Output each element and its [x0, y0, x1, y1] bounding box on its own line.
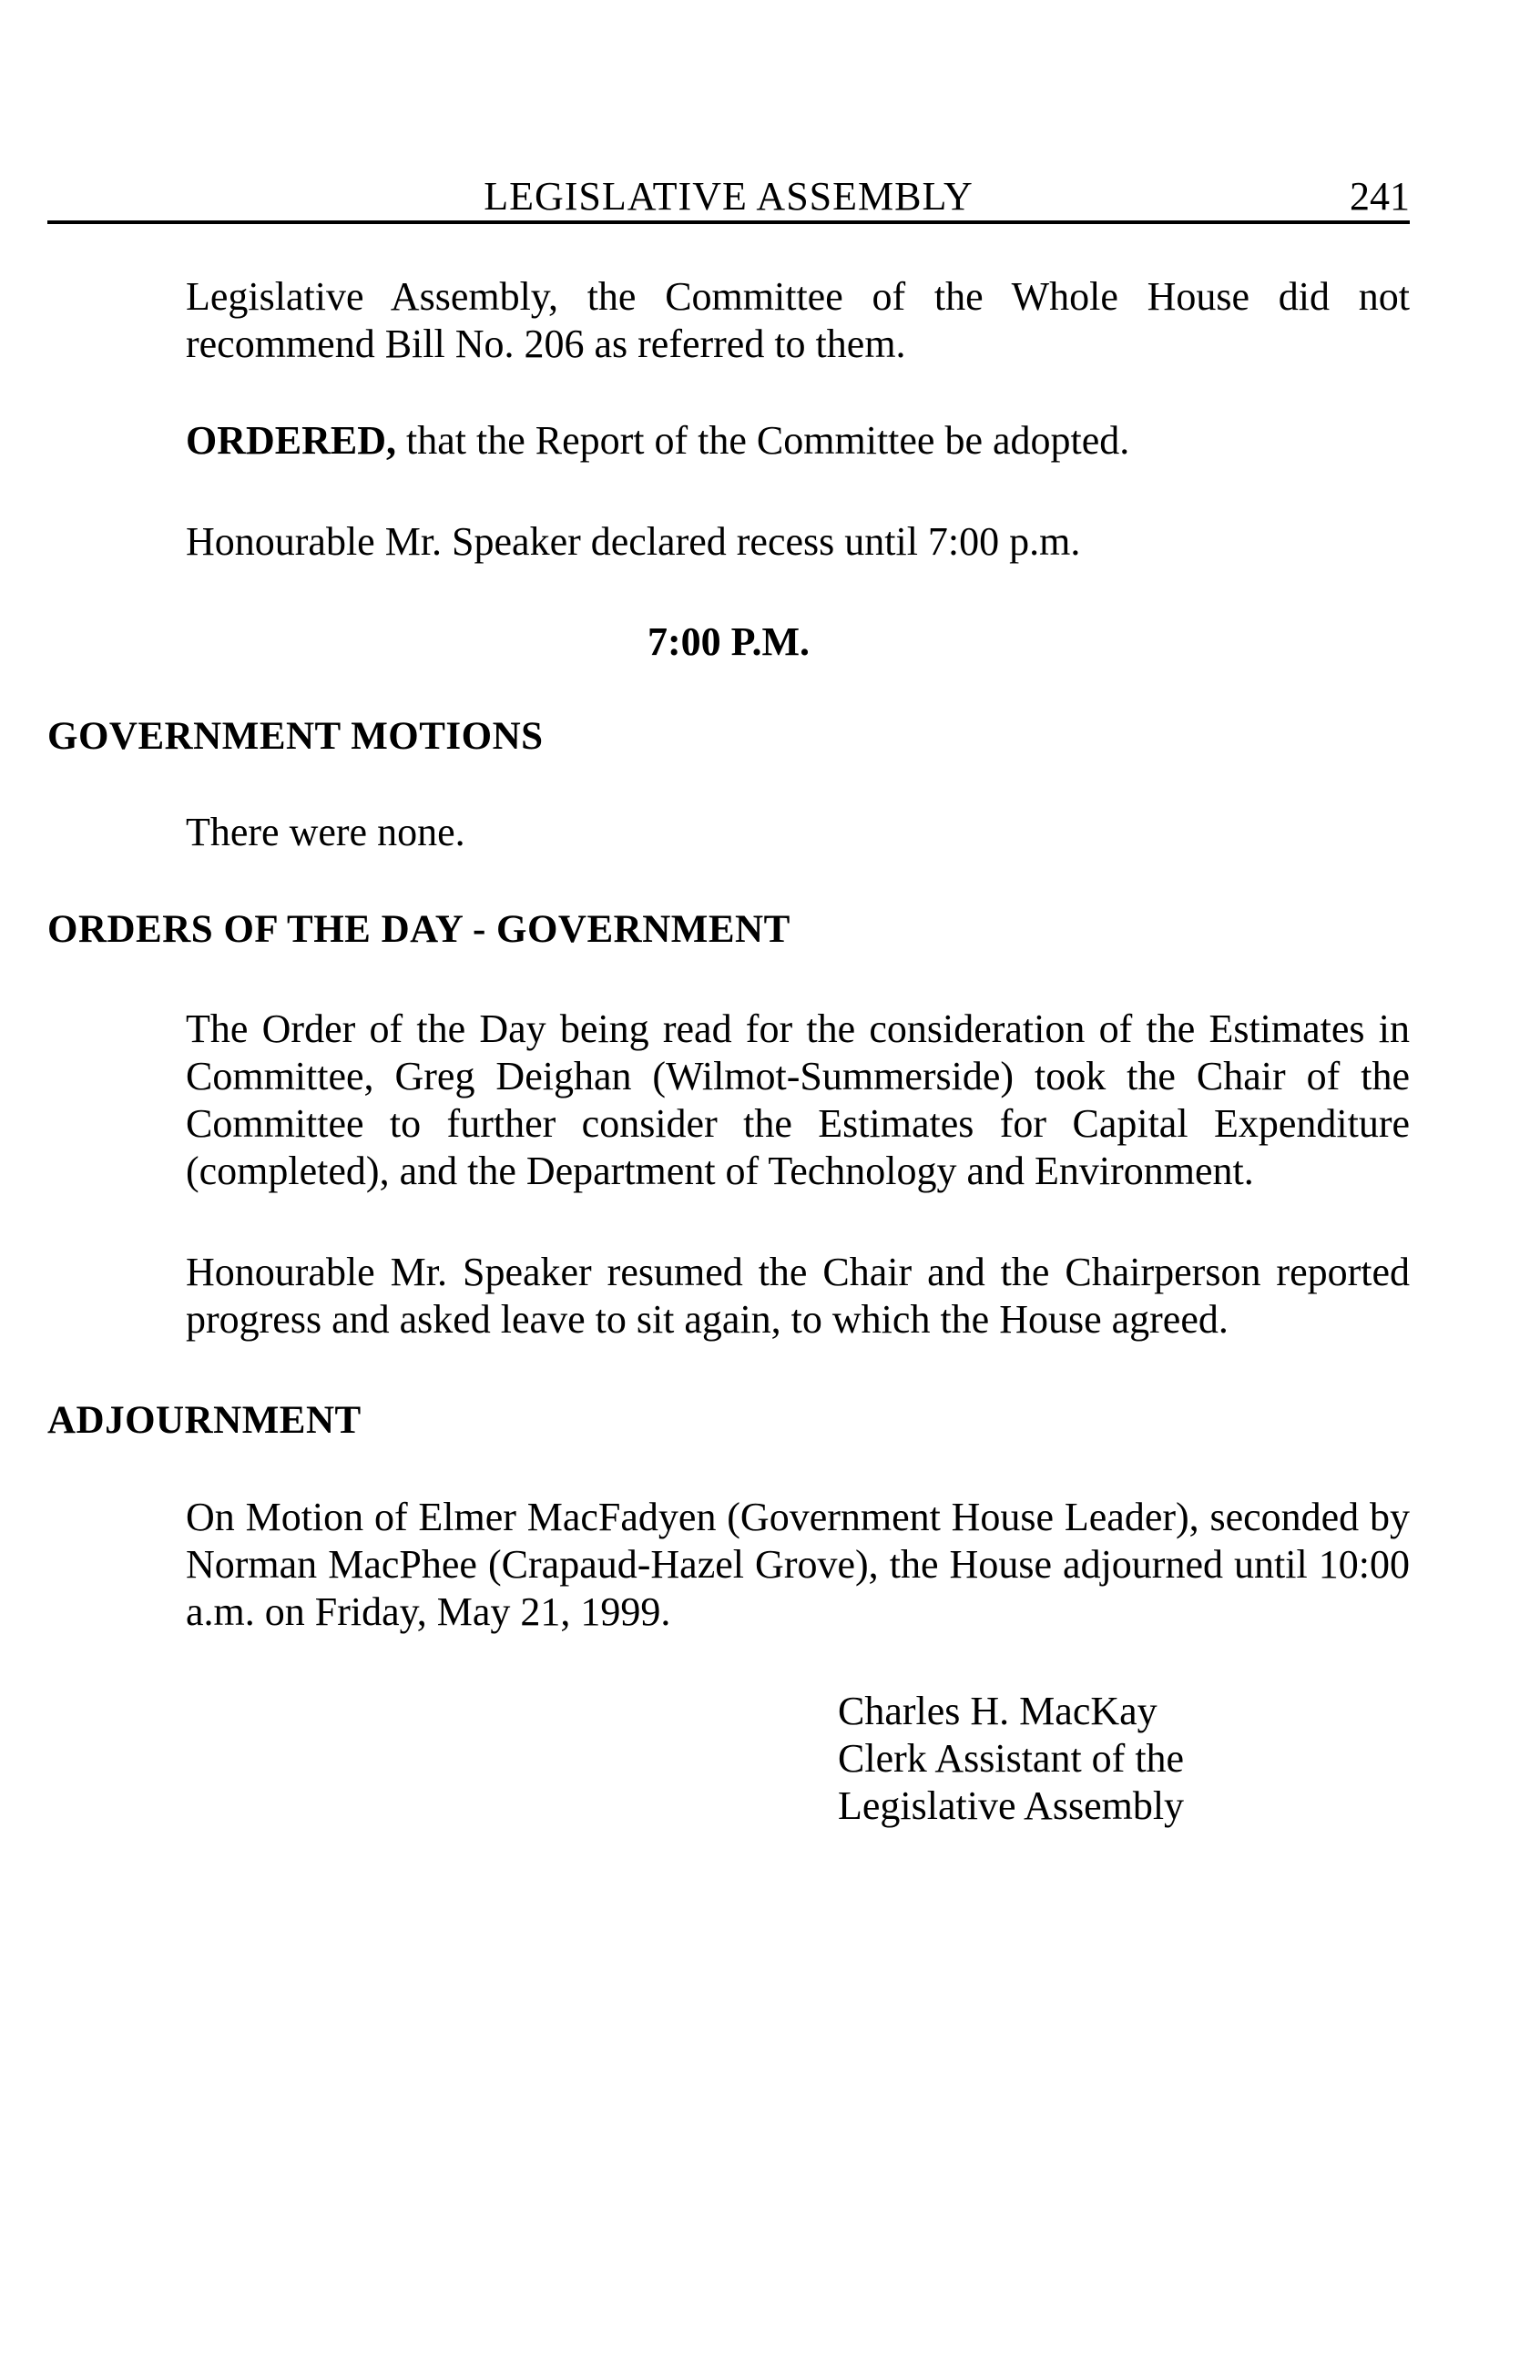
- signature-block: [838, 1688, 1184, 1830]
- government-motions-heading: GOVERNMENT MOTIONS: [47, 715, 544, 758]
- page-number: 241: [1350, 174, 1410, 219]
- signatory-title-line-1: Clerk Assistant of the: [838, 1736, 1185, 1781]
- orders-paragraph-2: Honourable Mr. Speaker resumed the Chair and the Chairperson reported progress and asked leave to sit again, to which the House agreed.: [186, 1250, 1410, 1342]
- ordered-label: ORDERED,: [186, 418, 397, 463]
- orders-paragraph-1: The Order of the Day being read for the consideration of the Estimates in Committee, Greg Deighan (Wilmot-Summerside) took the Chair of the Committee to further consider the Estimates for Capital Expenditure (completed), and the Department of Technology and Environment.: [186, 1006, 1410, 1193]
- ordered-paragraph: [186, 417, 1410, 465]
- adjournment-heading: ADJOURNMENT: [47, 1399, 362, 1442]
- ordered-text: that the Report of the Committee be adopted.: [406, 418, 1130, 463]
- signatory-name: Charles H. MacKay: [838, 1689, 1158, 1733]
- orders-of-the-day-heading: ORDERS OF THE DAY - GOVERNMENT: [47, 908, 790, 951]
- adjournment-paragraph: On Motion of Elmer MacFadyen (Government House Leader), seconded by Norman MacPhee (Crapaud-Hazel Grove), the House adjourned until 10:00 a.m. on Friday, May 21, 1999.: [186, 1495, 1410, 1634]
- running-title: LEGISLATIVE ASSEMBLY: [484, 174, 974, 219]
- signatory-title-line-2: Legislative Assembly: [838, 1783, 1185, 1828]
- continuation-paragraph: Legislative Assembly, the Committee of the Whole House did not recommend Bill No. 206 as referred to them.: [186, 274, 1410, 366]
- running-header: [47, 173, 1410, 224]
- government-motions-text: There were none.: [186, 810, 465, 854]
- recess-paragraph: Honourable Mr. Speaker declared recess until 7:00 p.m.: [186, 519, 1081, 564]
- time-heading: 7:00 P.M.: [647, 619, 811, 664]
